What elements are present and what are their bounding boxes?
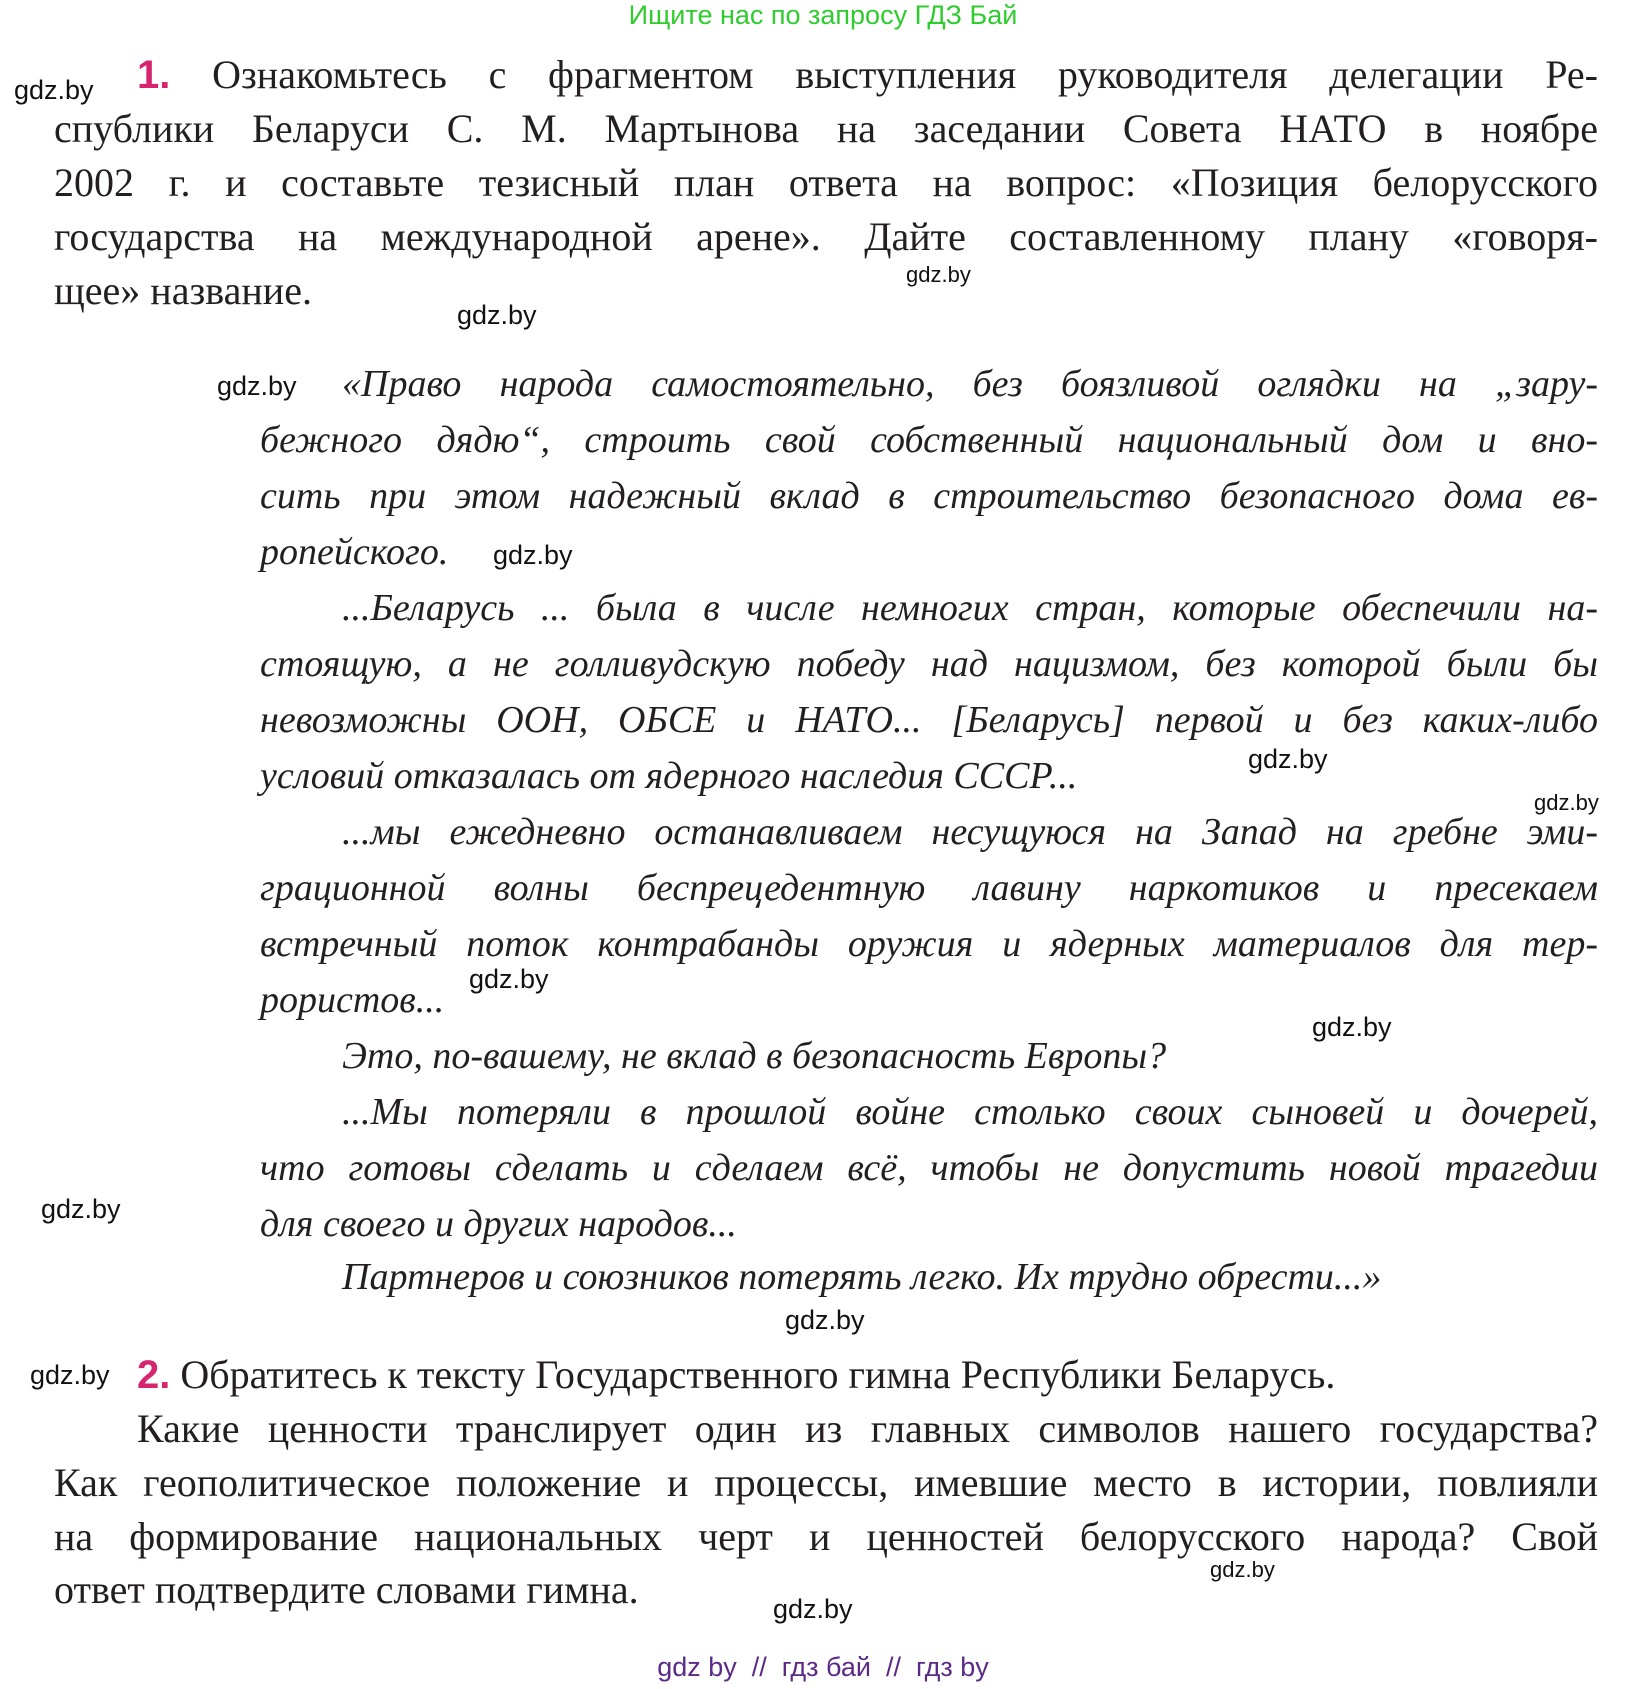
watermark: gdz.by — [785, 1305, 865, 1335]
watermark: gdz.by — [1248, 744, 1328, 774]
watermark: gdz.by — [773, 1594, 853, 1624]
task2-line: Какие ценности транслирует один из главных символов нашего государства? — [137, 1406, 1598, 1451]
quote-line: рористов... — [260, 979, 445, 1021]
quote-line: встречный поток контрабанды оружия и ядерных материалов для тер- — [260, 923, 1598, 965]
task2-line — [137, 1348, 1598, 1402]
watermark: gdz.by — [41, 1194, 121, 1224]
footer-links: gdz by // гдз бай // гдз by — [657, 1652, 989, 1682]
quote-line: «Право народа самостоятельно, без боязливой оглядки на „зару- — [342, 363, 1598, 405]
task2-line: ответ подтвердите словами гимна. — [54, 1567, 639, 1612]
watermark: gdz.by — [217, 371, 297, 401]
quote-line: Это, по-вашему, не вклад в безопасность Европы? — [342, 1035, 1167, 1077]
watermark: gdz.by — [493, 540, 573, 570]
task1-line: 2002 г. и составьте тезисный план ответа на вопрос: «Позиция белорусского — [54, 160, 1598, 205]
watermark: gdz.by — [457, 300, 537, 330]
task2-text: Обратитесь к тексту Государственного гимна Республики Беларусь. — [180, 1352, 1336, 1397]
quote-line: условий отказалась от ядерного наследия СССР... — [260, 755, 1078, 797]
watermark: gdz.by — [1210, 1557, 1275, 1582]
task1-line — [137, 48, 1598, 102]
quote-line: невозможны ООН, ОБСЕ и НАТО... [Беларусь] первой и без каких-либо — [260, 699, 1598, 741]
watermark: gdz.by — [14, 75, 94, 105]
watermark: gdz.by — [469, 964, 549, 994]
watermark: gdz.by — [30, 1360, 110, 1390]
task1-line: щее» название. — [54, 268, 312, 313]
quote-line: что готовы сделать и сделаем всё, чтобы не допустить новой трагедии — [260, 1147, 1598, 1189]
quote-line: ропейского. — [260, 531, 449, 573]
task2-line: на формирование национальных черт и ценностей белорусского народа? Свой — [54, 1514, 1598, 1559]
task1-line: спублики Беларуси С. М. Мартынова на заседании Совета НАТО в ноябре — [54, 106, 1598, 151]
task1-line: государства на международной арене». Дайте составленному плану «говоря- — [54, 214, 1598, 259]
task2-line: Как геополитическое положение и процессы, имевшие место в истории, повлияли — [54, 1460, 1598, 1505]
quote-line: ...Мы потеряли в прошлой войне столько своих сыновей и дочерей, — [342, 1091, 1598, 1133]
task2-number: 2. — [137, 1353, 171, 1397]
quote-line: грационной волны беспрецедентную лавину наркотиков и пресекаем — [260, 867, 1598, 909]
task1-number: 1. — [137, 53, 171, 97]
watermark: gdz.by — [1534, 790, 1599, 815]
header-banner: Ищите нас по запросу ГДЗ Бай — [628, 0, 1018, 30]
watermark: gdz.by — [1312, 1012, 1392, 1042]
quote-line: ...мы ежедневно останавливаем несущуюся на Запад на гребне эми- — [342, 811, 1598, 853]
quote-line: стоящую, а не голливудскую победу над нацизмом, без которой были бы — [260, 643, 1598, 685]
quote-line: для своего и других народов... — [260, 1203, 737, 1245]
watermark: gdz.by — [906, 262, 971, 287]
quote-line: ...Беларусь ... была в числе немногих стран, которые обеспечили на- — [342, 587, 1598, 629]
task1-text: Ознакомьтесь с фрагментом выступления руководителя делегации Ре- — [212, 52, 1598, 97]
quote-line: сить при этом надежный вклад в строительство безопасного дома ев- — [260, 475, 1598, 517]
quote-line: Партнеров и союзников потерять легко. Их трудно обрести...» — [342, 1256, 1382, 1298]
quote-line: бежного дядю“, строить свой собственный национальный дом и вно- — [260, 419, 1598, 461]
